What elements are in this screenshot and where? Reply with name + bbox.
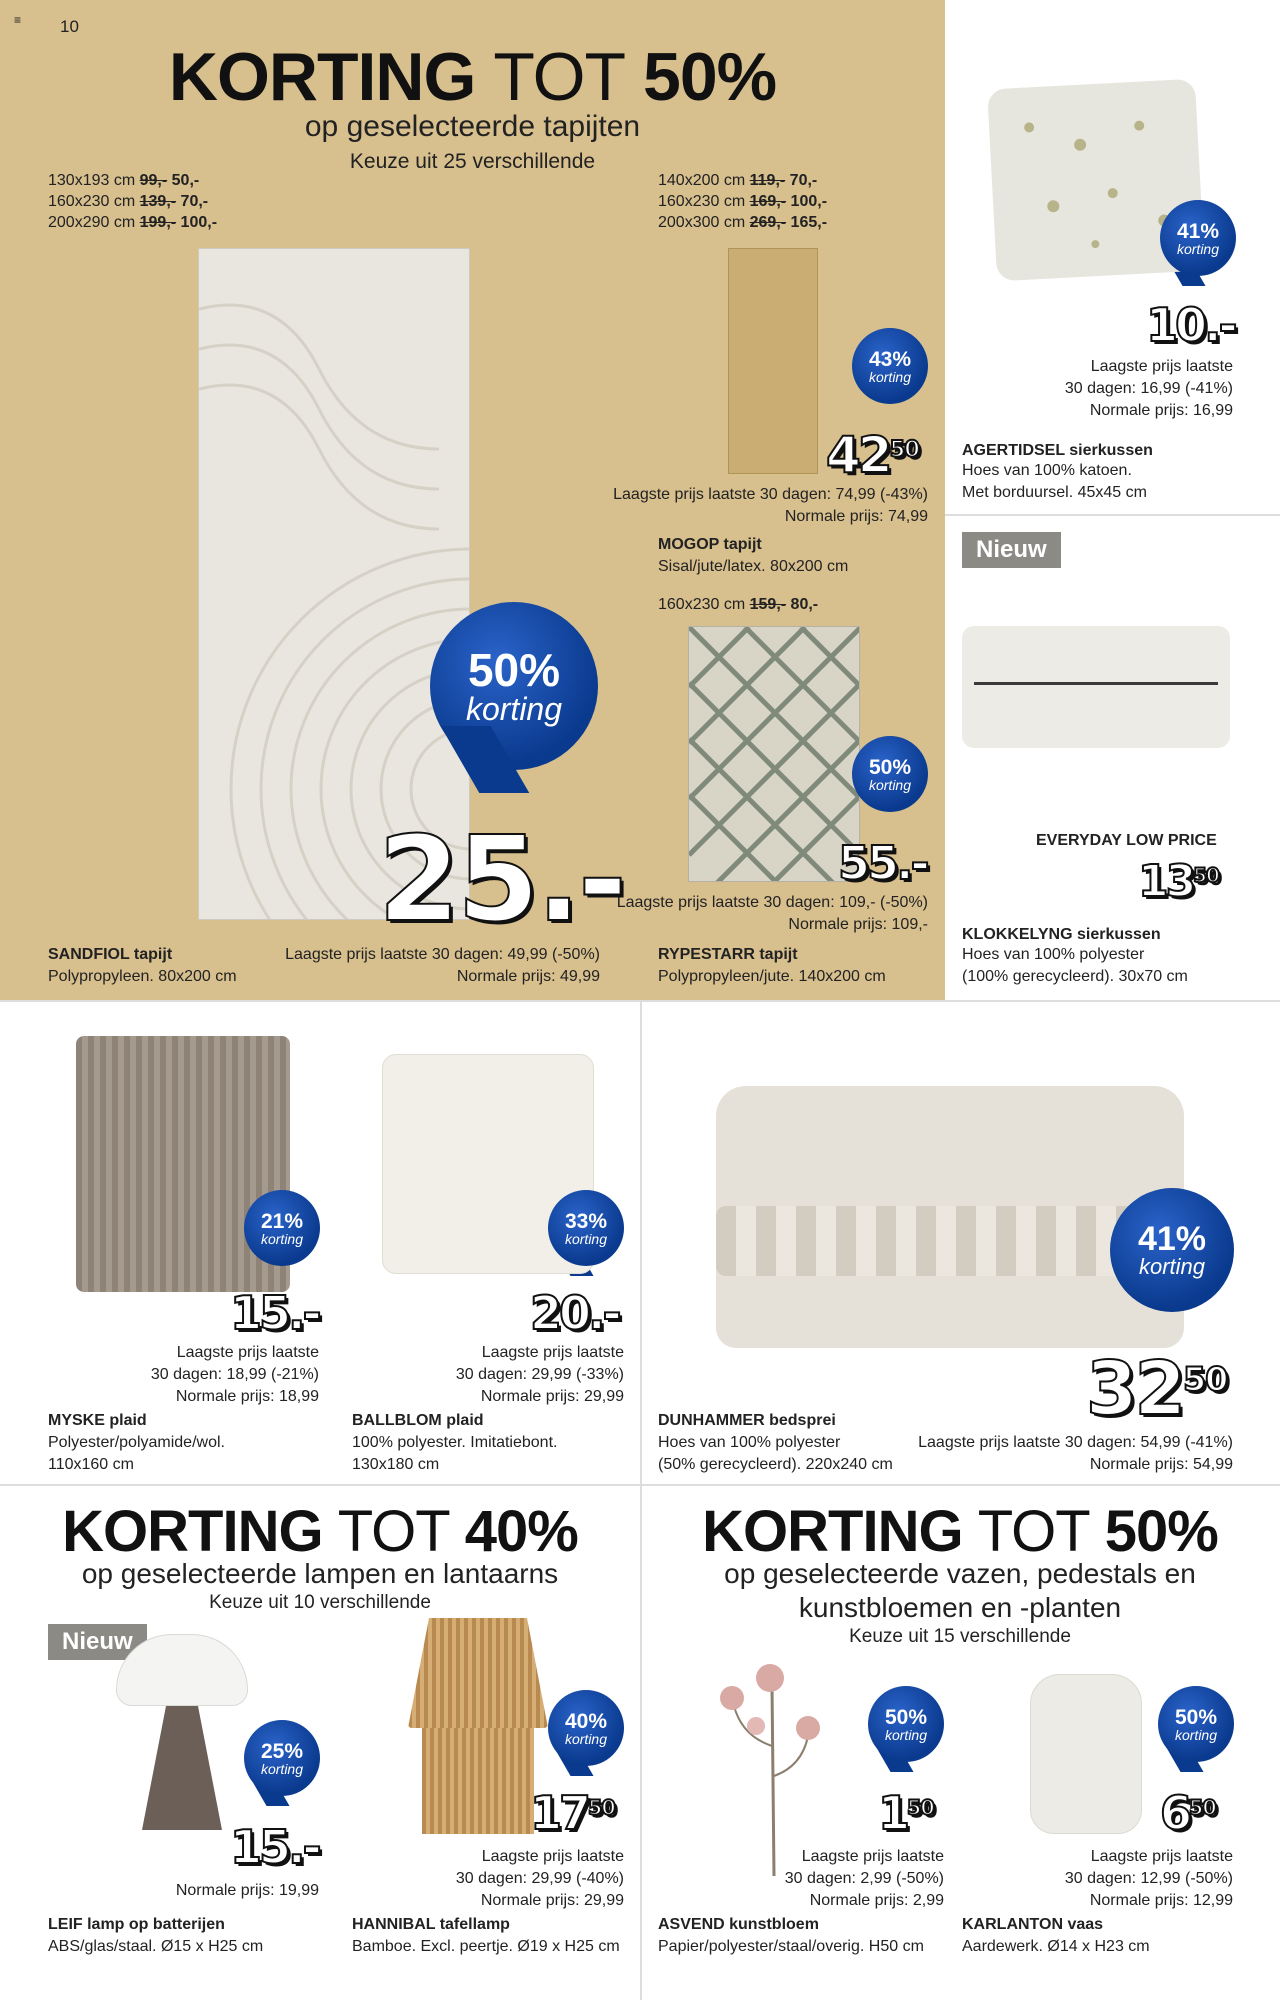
badge-word: korting: [1174, 1726, 1218, 1743]
dunhammer-name: DUNHAMMER bedsprei: [658, 1412, 836, 1429]
myske-lowest-1: Laagste prijs laatste: [176, 1344, 319, 1361]
leif-nieuw-tag: Nieuw: [48, 1624, 147, 1660]
dunhammer-desc-1: Hoes van 100% polyester: [658, 1434, 841, 1451]
myske-discount-badge: [244, 1190, 320, 1266]
rypestarr-price: 55.-: [838, 836, 927, 890]
badge-percent: 40%: [564, 1709, 608, 1733]
leif-normal-price: Normale prijs: 19,99: [175, 1882, 319, 1899]
lamps-subtitle: op geselecteerde lampen en lantaarns: [81, 1558, 559, 1589]
leif-lamp-image: [112, 1634, 252, 1834]
myske-lowest-2: 30 dagen: 18,99 (-21%): [150, 1366, 319, 1383]
badge-percent: 21%: [260, 1209, 304, 1233]
ballblom-price: 20.-: [530, 1286, 619, 1340]
vases-subtitle-2: kunstbloemen en -planten: [798, 1592, 1122, 1623]
rypestarr-discount-badge: [852, 736, 928, 812]
rugs-subtitle: op geselecteerde tapijten: [304, 110, 641, 143]
badge-percent: 43%: [868, 347, 912, 371]
mogop-lowest-price: Laagste prijs laatste 30 dagen: 74,99 (-43%): [613, 486, 928, 503]
badge-word: korting: [564, 1730, 608, 1747]
karlanton-normal-price: Normale prijs: 12,99: [1089, 1892, 1233, 1909]
badge-word: korting: [868, 368, 912, 385]
myske-price: 15.-: [230, 1286, 319, 1340]
karlanton-name: KARLANTON vaas: [962, 1916, 1104, 1933]
badge-percent: 50%: [1174, 1705, 1218, 1729]
agertidsel-price: 10.-: [1146, 298, 1235, 352]
badge-percent: 50%: [467, 644, 561, 696]
klokkelyng-name: KLOKKELYNG sierkussen: [962, 926, 1161, 943]
agertidsel-name: AGERTIDSEL sierkussen: [962, 442, 1153, 459]
dunhammer-lowest-price: Laagste prijs laatste 30 dagen: 54,99 (-41%): [918, 1434, 1233, 1451]
badge-word: korting: [884, 1726, 928, 1743]
agertidsel-lowest-1: Laagste prijs laatste: [1090, 358, 1233, 375]
badge-word: korting: [564, 1230, 608, 1247]
sandfiol-name: SANDFIOL tapijt: [48, 946, 173, 963]
asvend-desc: Papier/polyester/staal/overig. H50 cm: [658, 1938, 924, 1955]
badge-percent: 41%: [1137, 1220, 1207, 1258]
lamps-choice: Keuze uit 10 verschillende: [209, 1592, 431, 1613]
sandfiol-normal-price: Normale prijs: 49,99: [456, 968, 600, 985]
hannibal-name: HANNIBAL tafellamp: [352, 1916, 510, 1933]
badge-word: korting: [260, 1760, 304, 1777]
badge-word: korting: [260, 1230, 304, 1247]
rypestarr-desc: Polypropyleen/jute. 140x200 cm: [658, 968, 886, 985]
mogop-price: $42^{50}$: [826, 426, 919, 484]
leif-name: LEIF lamp op batterijen: [48, 1916, 225, 1933]
agertidsel-desc-2: Met borduursel. 45x45 cm: [962, 484, 1147, 501]
badge-percent: 25%: [260, 1739, 304, 1763]
rugs-headline: KORTING TOT 50%: [168, 39, 777, 115]
mogop-desc: Sisal/jute/latex. 80x200 cm: [658, 558, 849, 575]
mogop-size-list: [658, 170, 827, 233]
mogop-name: MOGOP tapijt: [658, 536, 762, 553]
rypestarr-name: RYPESTARR tapijt: [658, 946, 798, 963]
leif-desc: ABS/glas/staal. Ø15 x H25 cm: [48, 1938, 264, 1955]
mogop-rug-image: [728, 248, 818, 474]
size-row: 160x230 cm 139,- 70,-: [48, 193, 209, 210]
size-row: 200x290 cm 199,- 100,-: [48, 214, 218, 231]
karlanton-vase-image: [1030, 1674, 1142, 1834]
hannibal-normal-price: Normale prijs: 29,99: [480, 1892, 624, 1909]
badge-word: korting: [1176, 240, 1220, 257]
karlanton-discount-badge: [1158, 1686, 1234, 1762]
agertidsel-normal-price: Normale prijs: 16,99: [1089, 402, 1233, 419]
hannibal-lowest-2: 30 dagen: 29,99 (-40%): [455, 1870, 624, 1887]
karlanton-lowest-2: 30 dagen: 12,99 (-50%): [1064, 1870, 1233, 1887]
badge-word: korting: [868, 776, 912, 793]
ballblom-desc-1: 100% polyester. Imitatiebont.: [352, 1434, 558, 1451]
divider: [640, 1000, 642, 1484]
dunhammer-discount-badge: [1110, 1188, 1234, 1312]
hannibal-lowest-1: Laagste prijs laatste: [481, 1848, 624, 1865]
agertidsel-discount-badge: [1160, 200, 1236, 276]
hannibal-desc: Bamboe. Excl. peertje. Ø19 x H25 cm: [352, 1938, 620, 1955]
size-row: 140x200 cm 119,- 70,-: [658, 172, 818, 189]
rypestarr-size-row: 160x230 cm 159,- 80,-: [658, 596, 819, 613]
sandfiol-size-list: [48, 170, 217, 233]
ballblom-desc-2: 130x180 cm: [352, 1456, 440, 1473]
ballblom-lowest-1: Laagste prijs laatste: [481, 1344, 624, 1361]
hannibal-discount-badge: [548, 1690, 624, 1766]
badge-percent: 33%: [564, 1209, 608, 1233]
asvend-lowest-1: Laagste prijs laatste: [801, 1848, 944, 1865]
badge-word: korting: [465, 691, 563, 727]
vases-choice: Keuze uit 15 verschillende: [849, 1626, 1071, 1647]
asvend-normal-price: Normale prijs: 2,99: [809, 1892, 944, 1909]
hannibal-price: $17^{50}$: [530, 1786, 615, 1840]
lamps-headline: KORTING TOT 40%: [62, 1499, 578, 1564]
rypestarr-lowest-price: Laagste prijs laatste 30 dagen: 109,- (-50%): [616, 894, 928, 911]
karlanton-price: $6^{50}$: [1160, 1786, 1216, 1840]
size-row: 130x193 cm 99,- 50,-: [48, 172, 200, 189]
dunhammer-normal-price: Normale prijs: 54,99: [1089, 1456, 1233, 1473]
corner-mark: ≡: [14, 13, 22, 27]
mogop-normal-price: Normale prijs: 74,99: [784, 508, 928, 525]
leif-price: 15.-: [230, 1820, 319, 1874]
asvend-lowest-2: 30 dagen: 2,99 (-50%): [784, 1870, 944, 1887]
dunhammer-price: $32^{50}$: [1086, 1346, 1228, 1432]
sandfiol-desc: Polypropyleen. 80x200 cm: [48, 968, 237, 985]
badge-percent: 41%: [1176, 219, 1220, 243]
asvend-name: ASVEND kunstbloem: [658, 1916, 819, 1933]
sandfiol-price: 25.-: [378, 810, 625, 948]
klokkelyng-cushion-image: [962, 626, 1230, 748]
ballblom-lowest-2: 30 dagen: 29,99 (-33%): [455, 1366, 624, 1383]
klokkelyng-desc-1: Hoes van 100% polyester: [962, 946, 1145, 963]
myske-normal-price: Normale prijs: 18,99: [175, 1388, 319, 1405]
agertidsel-desc-1: Hoes van 100% katoen.: [962, 462, 1132, 479]
karlanton-desc: Aardewerk. Ø14 x H23 cm: [962, 1938, 1150, 1955]
vases-subtitle-1: op geselecteerde vazen, pedestals en: [724, 1558, 1196, 1589]
klokkelyng-nieuw-tag: Nieuw: [962, 532, 1061, 568]
dunhammer-bedspread-image: [716, 1086, 1184, 1348]
ballblom-name: BALLBLOM plaid: [352, 1412, 484, 1429]
klokkelyng-everyday-low-price: EVERYDAY LOW PRICE: [1036, 832, 1217, 849]
vases-headline: KORTING TOT 50%: [702, 1499, 1218, 1564]
agertidsel-lowest-2: 30 dagen: 16,99 (-41%): [1064, 380, 1233, 397]
sandfiol-discount-badge: [430, 602, 598, 770]
myske-desc-1: Polyester/polyamide/wol.: [48, 1434, 225, 1451]
leif-discount-badge: [244, 1720, 320, 1796]
ballblom-discount-badge: [548, 1190, 624, 1266]
rypestarr-normal-price: Normale prijs: 109,-: [788, 916, 928, 933]
size-row: 160x230 cm 169,- 100,-: [658, 193, 828, 210]
myske-desc-2: 110x160 cm: [48, 1456, 134, 1473]
dunhammer-desc-2: (50% gerecycleerd). 220x240 cm: [658, 1456, 893, 1473]
rugs-choice: Keuze uit 25 verschillende: [349, 150, 596, 173]
page-number: 10: [60, 17, 79, 36]
divider: [945, 514, 1280, 516]
klokkelyng-price: $13^{50}$: [1138, 856, 1219, 907]
rypestarr-rug-image: [688, 626, 860, 882]
klokkelyng-desc-2: (100% gerecycleerd). 30x70 cm: [962, 968, 1188, 985]
myske-name: MYSKE plaid: [48, 1412, 147, 1429]
size-row: 200x300 cm 269,- 165,-: [658, 214, 828, 231]
badge-percent: 50%: [868, 755, 912, 779]
asvend-flower-image: [712, 1656, 822, 1876]
mogop-discount-badge: [852, 328, 928, 404]
asvend-discount-badge: [868, 1686, 944, 1762]
badge-word: korting: [1138, 1254, 1206, 1279]
ballblom-normal-price: Normale prijs: 29,99: [480, 1388, 624, 1405]
sandfiol-lowest-price: Laagste prijs laatste 30 dagen: 49,99 (-50%): [285, 946, 600, 963]
karlanton-lowest-1: Laagste prijs laatste: [1090, 1848, 1233, 1865]
badge-percent: 50%: [884, 1705, 928, 1729]
asvend-price: $1^{50}$: [878, 1786, 934, 1840]
